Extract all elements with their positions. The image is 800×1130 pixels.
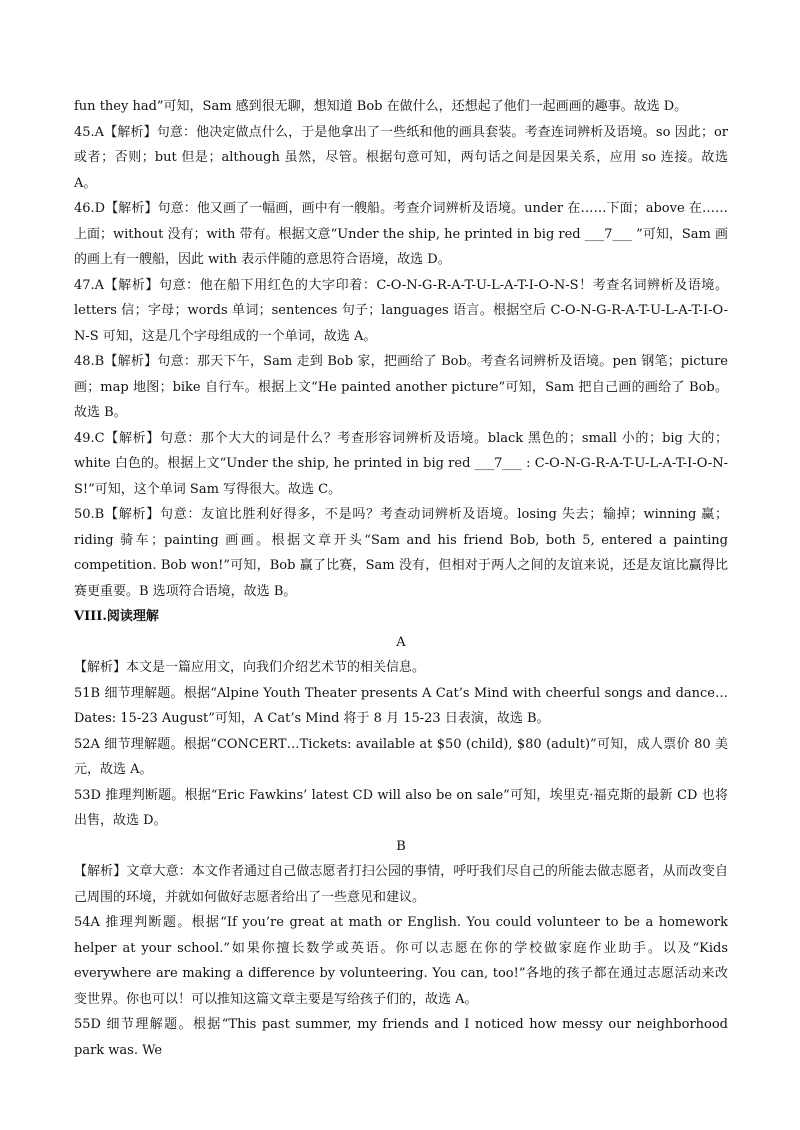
paragraph-51: 51B 细节理解题。根据“Alpine Youth Theater presents A Cat’s Mind with cheerful songs and dance…Dates: 15-23 August”可知，A Cat’s Mind 将于 8 月 15-23 日表演，故选 B。	[74, 685, 728, 726]
paragraph-45: 45.A【解析】句意：他决定做点什么，于是他拿出了一些纸和他的画具套装。考查连词辨析及语境。so 因此；or 或者；否则；but 但是；although 虽然，尽管。根据句意可知，两句话之间是因果关系，应用 so 连接。故选 A。	[74, 124, 728, 191]
paragraph-49: 49.C【解析】句意：那个大大的词是什么？考查形容词辨析及语境。black 黑色的；small 小的；big 大的；white 白色的。根据上文“Under the ship, he printed in big red ___7___ : C-O-N-G-R-A-T-U-L-A-T-I-O-N-S!”可知，这个单词 Sam 写得很大。故选 C。	[74, 430, 728, 497]
subsection-b-heading: B	[396, 838, 406, 854]
section-heading-reading: VIII.阅读理解	[74, 609, 159, 624]
paragraph-52: 52A 细节理解题。根据“CONCERT…Tickets: available at $50 (child), $80 (adult)”可知，成人票价 80 美元，故选 A。	[74, 736, 728, 777]
analysis-a: 【解析】本文是一篇应用文，向我们介绍艺术节的相关信息。	[74, 660, 426, 675]
paragraph-54: 54A 推理判断题。根据“If you’re great at math or English. You could volunteer to be a homework helper at your school.”如果你擅长数学或英语。你可以志愿在你的学校做家庭作业助手。以及“Kids everywhere are making a difference by volunteering. You can, too!”各地的孩子都在通过志愿活动来改变世界。你也可以！可以推知这篇文章主要是写给孩子们的，故选 A。	[74, 915, 728, 1007]
paragraph-53: 53D 推理判断题。根据“Eric Fawkins’ latest CD will also be on sale”可知，埃里克·福克斯的最新 CD 也将出售，故选 D。	[74, 787, 728, 828]
analysis-b: 【解析】文章大意：本文作者通过自己做志愿者打扫公园的事情，呼吁我们尽自己的所能去做志愿者，从而改变自己周围的环境，并就如何做好志愿者给出了一些意见和建议。	[74, 864, 728, 905]
subsection-a-heading: A	[396, 634, 406, 650]
paragraph-48: 48.B【解析】句意：那天下午，Sam 走到 Bob 家，把画给了 Bob。考查名词辨析及语境。pen 钢笔；picture 画；map 地图；bike 自行车。根据上文“He painted another picture”可知，Sam 把自己画的画给了 Bob。故选 B。	[74, 354, 728, 420]
paragraph-55: 55D 细节理解题。根据“This past summer, my friends and I noticed how messy our neighborhood park was. We	[74, 1017, 728, 1058]
paragraph-46: 46.D【解析】句意：他又画了一幅画，画中有一艘船。考查介词辨析及语境。under 在……下面；above 在……上面；without 没有；with 带有。根据文意“Under the ship, he printed in big red ___7___ ”可知，Sam 画的画上有一艘船，因此 with 表示伴随的意思符合语境，故选 D。	[74, 201, 728, 267]
paragraph-50: 50.B【解析】句意：友谊比胜利好得多，不是吗？考查动词辨析及语境。losing 失去；输掉；winning 赢；riding 骑车；painting 画画。根据文章开头“Sam and his friend Bob, both 5, entered a painting competition. Bob won!”可知，Bob 赢了比赛，Sam 没有，但相对于两人之间的友谊来说，还是友谊比赢得比赛更重要。B 选项符合语境，故选 B。	[74, 507, 728, 599]
document-body	[74, 94, 728, 1063]
paragraph-47: 47.A【解析】句意：他在船下用红色的大字印着：C-O-N-G-R-A-T-U-L-A-T-I-O-N-S！考查名词辨析及语境。letters 信；字母；words 单词；sentences 句子；languages 语言。根据空后 C-O-N-G-R-A-T-U-L-A-T-I-O-N-S 可知，这是几个字母组成的一个单词，故选 A。	[74, 277, 728, 344]
paragraph-44-continuation: fun they had”可知，Sam 感到很无聊，想知道 Bob 在做什么，还想起了他们一起画画的趣事。故选 D。	[74, 99, 688, 114]
